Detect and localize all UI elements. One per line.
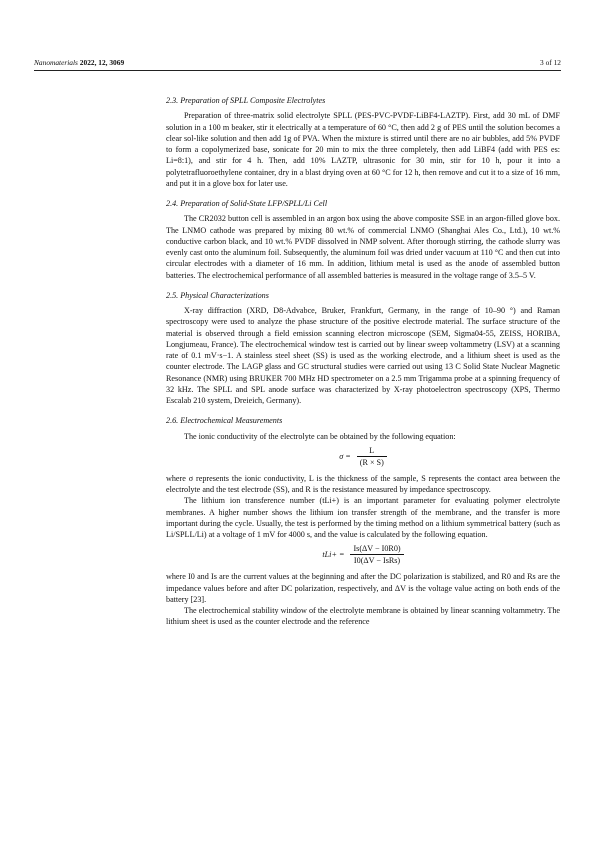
page-number: 3 of 12 (540, 58, 561, 67)
paragraph: The lithium ion transference number (tLi+) is an important parameter for evaluating polymer electrolyte membranes. A higher number shows the lithium ion transfer strength of the membrane, and the transfer is more important during the cycle. Usually, the test is performed by the timing method on a lithium symmetrical battery (such as Li/SPLL/Li) at a voltage of 1 mV for 4000 s, and the value is calculated by the following equation. (166, 496, 560, 539)
paragraph: where σ represents the ionic conductivity, L is the thickness of the sample, S represents the contact area between the electrolyte and the test electrode (SS), and R is the resistance measured by impedance spectroscopy. (166, 473, 560, 494)
paragraph: where I0 and Is are the current values at the beginning and after the DC polarization is stabilized, and R0 and Rs are the impedance values before and after DC polarization, respectively, and ΔV is the voltage value acting on both ends of the battery [23]. (166, 572, 560, 604)
main-content (166, 95, 560, 637)
section-title: 2.3. Preparation of SPLL Composite Electrolytes (166, 96, 326, 105)
section-2-4 (166, 198, 560, 281)
running-head (34, 58, 561, 70)
paragraph: The ionic conductivity of the electrolyte can be obtained by the following equation: (184, 431, 456, 441)
section-2-3 (166, 95, 560, 189)
denominator: I0(ΔV − IsRs) (353, 556, 401, 566)
denominator: (R × S) (359, 457, 384, 467)
fraction (350, 543, 403, 566)
paragraph: The CR2032 button cell is assembled in an argon box using the above composite SSE in an argon-filled glove box. The LNMO cathode was prepared by mixing 80 wt.% of commercial LNMO (Shanghai Ales Co., Ltd.), 10 wt.% conductive carbon black, and 10 wt.% PVDF dissolved in NMP solvent. After thorough stirring, the cathode slurry was evenly cast onto the aluminum foil. Subsequently, the aluminum foil was dried under vacuum at 110 °C and then cut into circular electrodes with a diameter of 16 mm. In addition, lithium metal is used as the anode of assembled button batteries. The electrochemical performance of all assembled batteries is measured in the voltage range of 3.5–5 V. (166, 214, 560, 280)
section-2-6 (166, 415, 560, 627)
equation-ionic-conductivity (166, 445, 560, 468)
section-title: 2.5. Physical Characterizations (166, 290, 269, 300)
paragraph: The electrochemical stability window of the electrolyte membrane is obtained by linear scanning voltammetry. The lithium sheet is used as the counter electrode and the reference (166, 606, 560, 627)
numerator: Is(ΔV − I0R0) (350, 543, 403, 555)
numerator: L (357, 445, 387, 457)
equation-transference-number (166, 543, 560, 566)
paragraph: Preparation of three-matrix solid electrolyte SPLL (PES-PVC-PVDF-LiBF4-LAZTP). First, add 30 mL of DMF solution in a 100 m beaker, stir it electrically at a temperature of 60 °C, then add 2 g of PES until the solution becomes a clear sol-like solution and then add 1g of PVA. When the mixture is stirred until there are no air bubbles, add 5% PVDF to form a copolymerized base, sonicate for 20 min to mix the three completely, then add LiBF4 (add with PES es: Li=8:1), and stir for 4 h. Then, add 10% LAZTP, ultrasonic for 30 min, stir for 10 h, pour it into a polytetrafluoroethylene container, dry in a blast drying oven at 60 °C for 12 h, then remove and cut it to a size of 16 mm, and put it in a glove box for later use. (166, 111, 560, 188)
section-title: 2.4. Preparation of Solid-State LFP/SPLL/Li Cell (166, 199, 328, 208)
section-2-5 (166, 290, 560, 407)
section-title: 2.6. Electrochemical Measurements (166, 416, 283, 426)
header-rule (34, 70, 561, 71)
paragraph: X-ray diffraction (XRD, D8-Advabce, Bruker, Frankfurt, Germany, in the range of 10–90 °) and Raman spectroscopy were used to analyze the phase structure of the positive electrode material. The surface structure of the material is observed through a field emission scanning electron microscope (SEM, Sigma04-55, ZEISS, HORIBA, Longjumeau, France). The electrochemical window test is carried out by linear sweep voltammetry (LSV) at a scanning rate of 0.1 mV·s−1. A stainless steel sheet (SS) is used as the working electrode, and a lithium sheet is used as the counter electrode. The LAGP glass and GC structural studies were carried out using 13 C Solid State Nuclear Magnetic Resonance (NMR) using BRUKER 700 MHz HD spectrometer on a 2.5 mm Trigamma probe at a spinning frequency of 32 kHz. The SPLL and SPL anode surface was characterized by X-ray photoelectron spectroscopy (XPS, Thermo Escalab 210 system, Dreieich, Germany). (166, 306, 560, 405)
journal-citation (34, 58, 124, 67)
journal-volume: 2022, 12, 3069 (79, 58, 125, 67)
equation-lhs: σ = (339, 451, 351, 461)
journal-name: Nanomaterials (34, 58, 78, 67)
equation-lhs: tLi+ = (322, 550, 345, 560)
fraction (357, 445, 387, 468)
